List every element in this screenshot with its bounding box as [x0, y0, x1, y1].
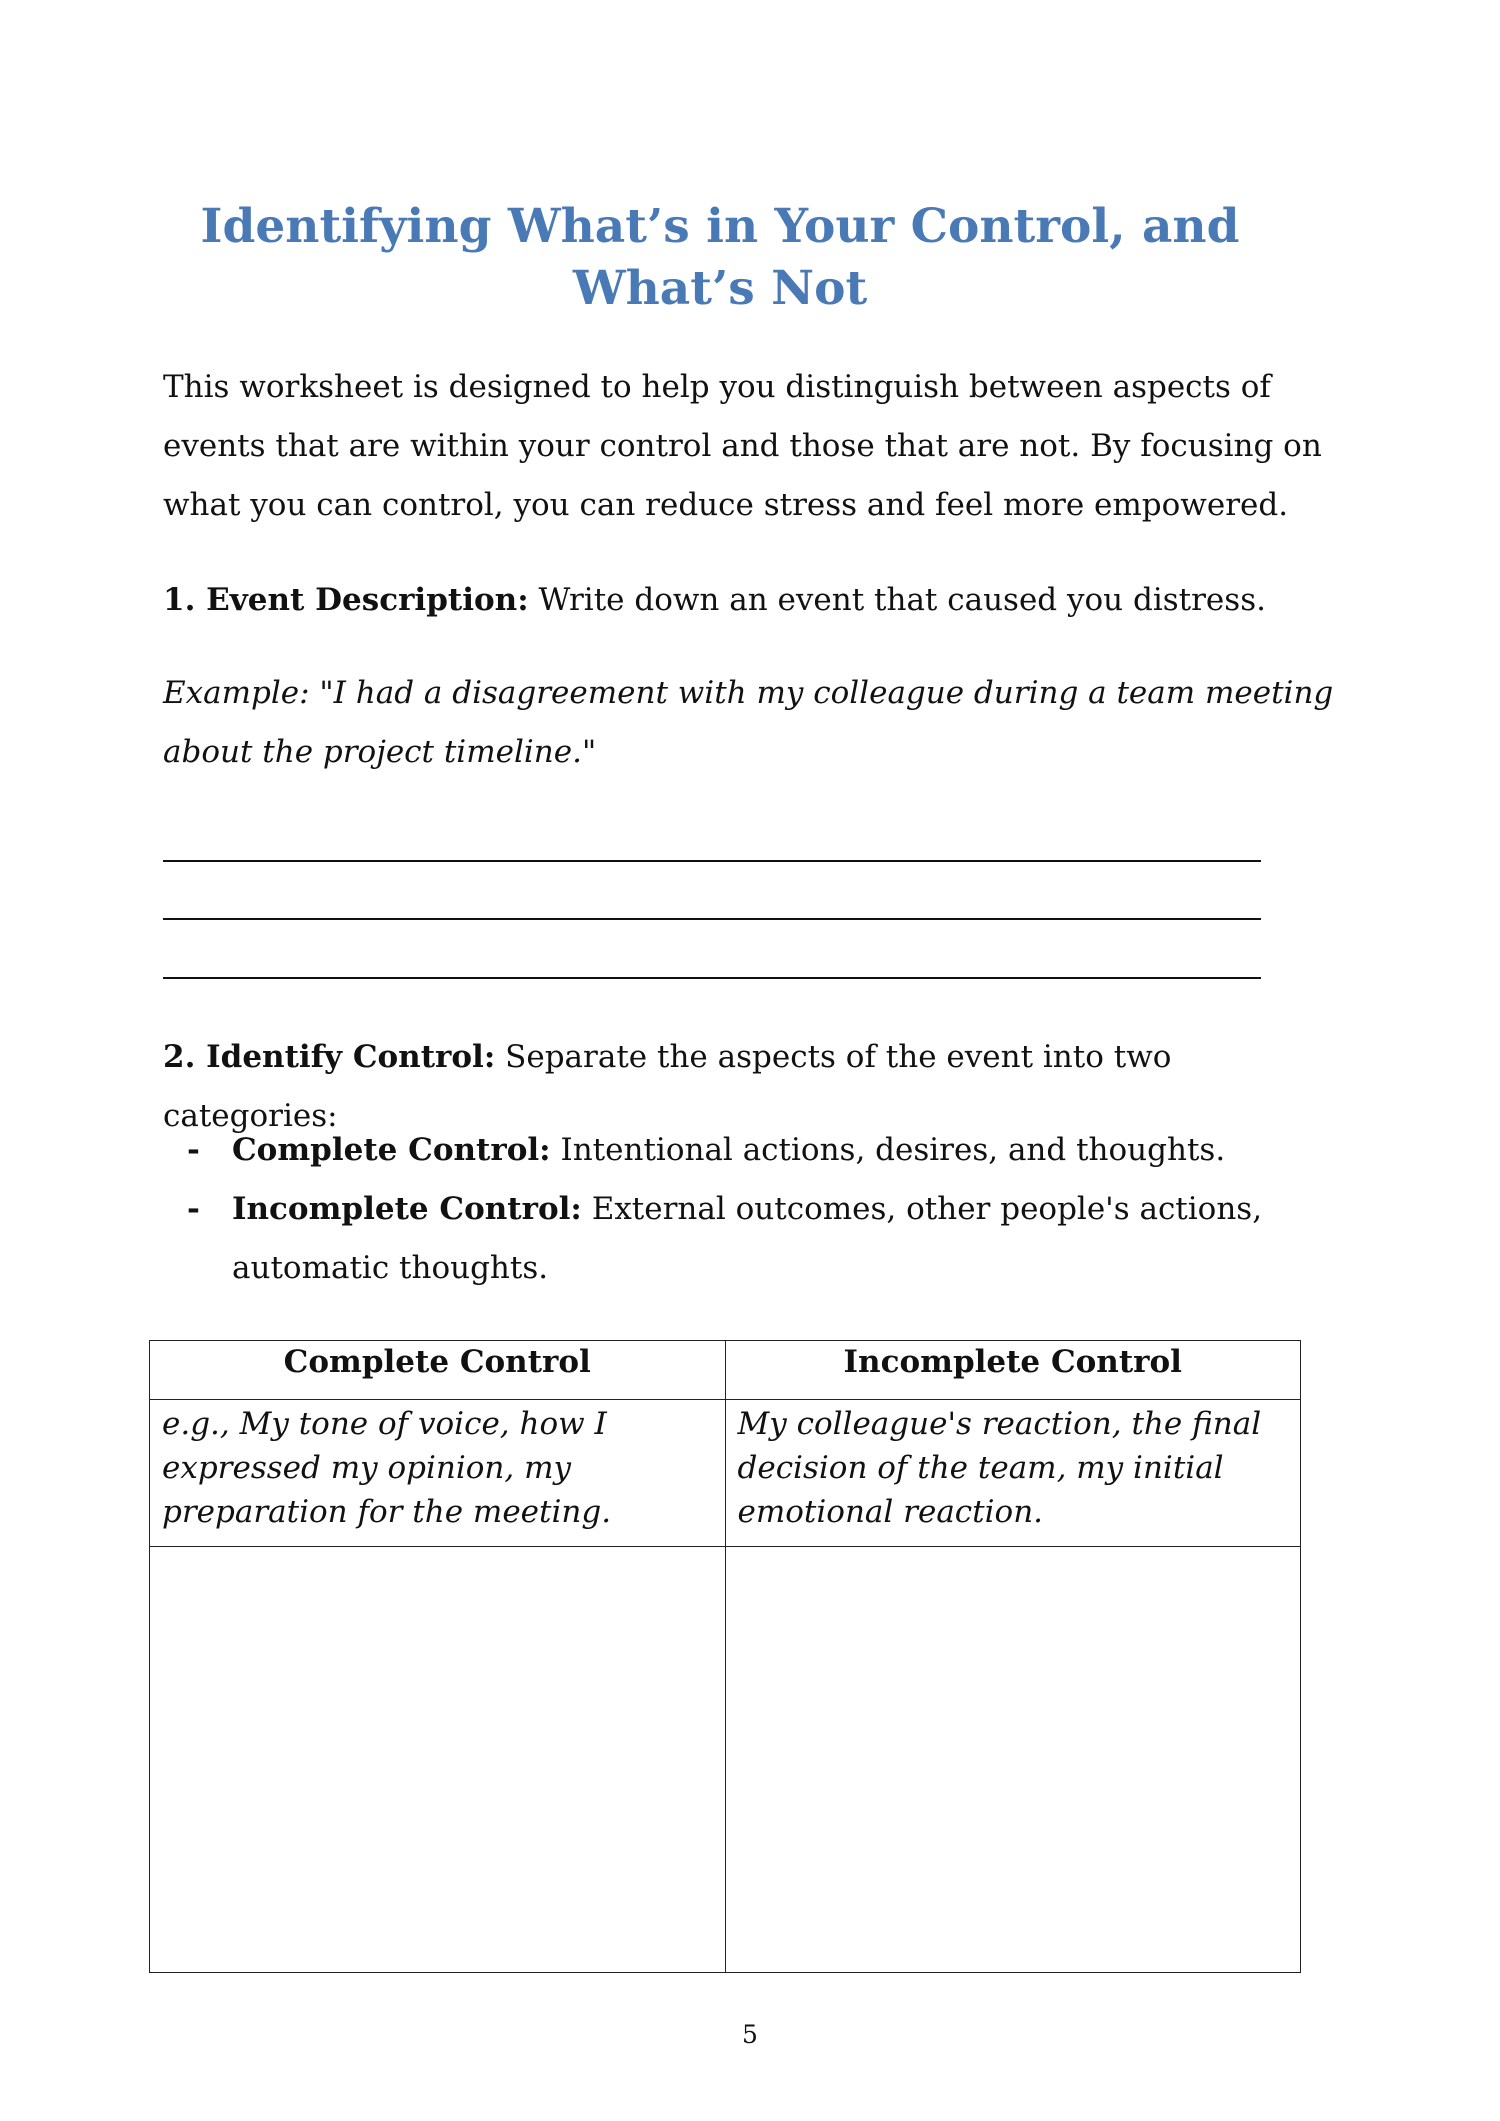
header-incomplete-control: Incomplete Control: [725, 1341, 1301, 1400]
entry-complete-control[interactable]: [150, 1547, 726, 1973]
bullet-dash: -: [187, 1191, 200, 1227]
example-incomplete-control: My colleague's reaction, the final decision of the team, my initial emotional reaction.: [725, 1400, 1301, 1547]
bullet-label: Incomplete Control:: [232, 1191, 582, 1227]
list-item: [163, 1180, 1343, 1298]
bullet-text: External outcomes, other people's actions, automatic thoughts.: [232, 1191, 1263, 1286]
answer-line-2[interactable]: [163, 918, 1261, 920]
event-example: Example: "I had a disagreement with my colleague during a team meeting about the project timeline.": [163, 675, 1334, 770]
section-event-description-text: Write down an event that caused you distress.: [528, 582, 1266, 618]
section-event-description: [163, 571, 1343, 630]
answer-line-1[interactable]: [163, 860, 1261, 862]
control-categories-list: [163, 1121, 1343, 1298]
page-number: 5: [742, 2020, 758, 2049]
bullet-dash: -: [187, 1132, 200, 1168]
section-identify-control-text: Separate the aspects of the event into two categories:: [163, 1039, 1172, 1134]
bullet-text: Intentional actions, desires, and thoughts.: [550, 1132, 1226, 1168]
section-identify-control-label: 2. Identify Control:: [163, 1039, 496, 1075]
example-complete-control: e.g., My tone of voice, how I expressed my opinion, my preparation for the meeting.: [150, 1400, 726, 1547]
intro-paragraph: This worksheet is designed to help you distinguish between aspects of events that are within your control and those that are not. By focusing on what you can control, you can reduce stress and feel more empowered.: [163, 369, 1322, 523]
table-row: [150, 1400, 1301, 1547]
table-row: [150, 1547, 1301, 1973]
control-table: [149, 1340, 1301, 1973]
table-header-row: [150, 1341, 1301, 1400]
list-item: [163, 1121, 1343, 1180]
answer-line-3[interactable]: [163, 977, 1261, 979]
entry-incomplete-control[interactable]: [725, 1547, 1301, 1973]
bullet-label: Complete Control:: [232, 1132, 551, 1168]
section-event-description-label: 1. Event Description:: [163, 582, 529, 618]
header-complete-control: Complete Control: [150, 1341, 726, 1400]
page-title: Identifying What’s in Your Control, and What’s Not: [200, 199, 1240, 316]
